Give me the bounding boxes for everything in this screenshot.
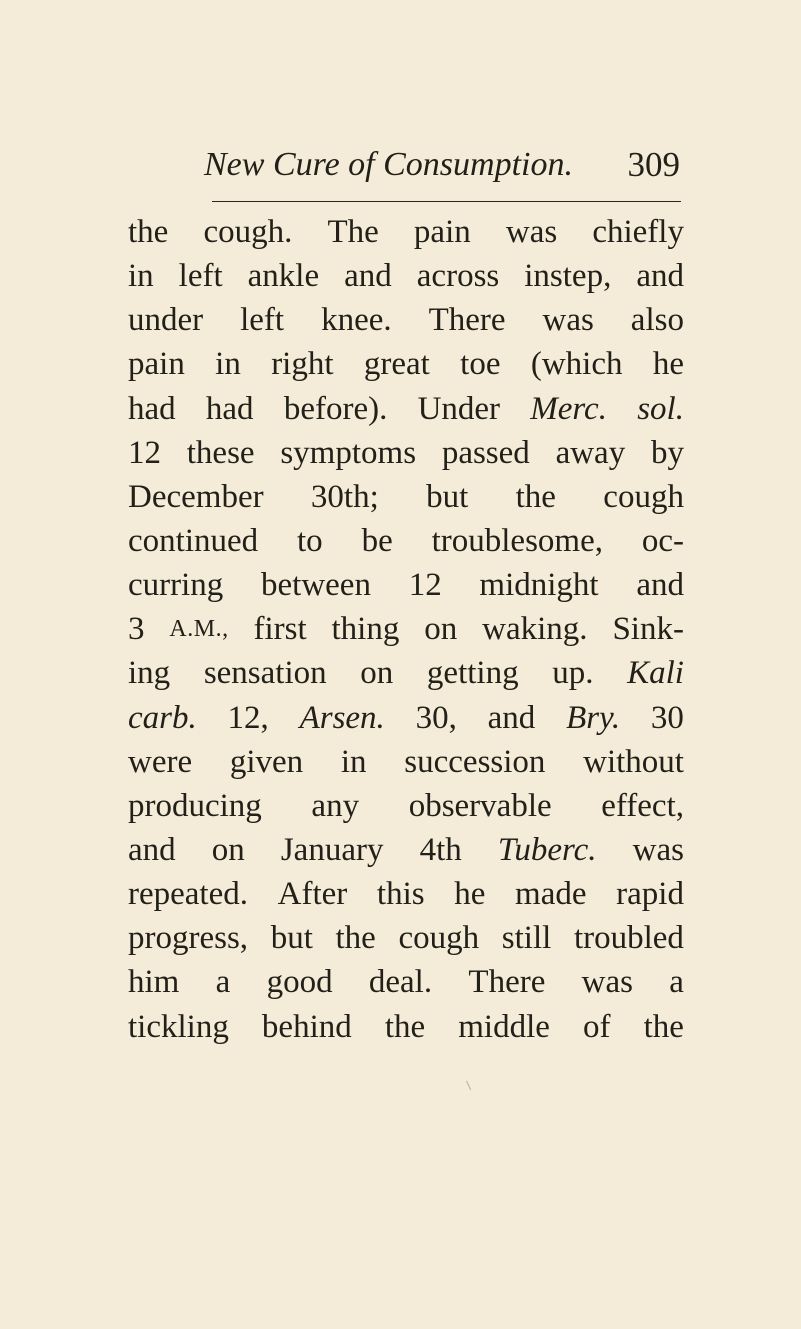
remedy-name: carb. xyxy=(128,699,197,736)
word: and xyxy=(487,699,536,736)
text-line-13 xyxy=(128,740,684,784)
word: but xyxy=(426,478,469,515)
word: troublesome, xyxy=(431,522,603,559)
word: up. xyxy=(552,655,594,692)
text-line-17 xyxy=(128,916,684,960)
word: in xyxy=(340,743,367,780)
word: also xyxy=(630,302,684,339)
word: this xyxy=(376,876,425,913)
word: deal. xyxy=(368,964,433,1001)
word: these xyxy=(186,434,255,471)
word: he xyxy=(454,876,486,913)
word: be xyxy=(361,522,393,559)
word: on xyxy=(211,831,245,868)
word: curring xyxy=(128,567,224,604)
word: chiefly xyxy=(592,214,684,250)
word: toe xyxy=(460,346,501,383)
page-number: 309 xyxy=(627,145,680,184)
word: a xyxy=(669,964,684,1001)
word: There xyxy=(468,964,546,1001)
text-line-8 xyxy=(128,519,684,563)
word: the xyxy=(643,1008,684,1045)
word: knee. xyxy=(321,302,392,339)
word: rapid xyxy=(616,876,684,913)
text-line-4 xyxy=(128,342,684,386)
word: on xyxy=(424,611,458,648)
text-line-14 xyxy=(128,784,684,828)
word: waking. xyxy=(482,611,588,648)
word: given xyxy=(229,743,304,780)
page-blemish xyxy=(466,1080,473,1090)
text-line-5 xyxy=(128,387,684,431)
word: him xyxy=(128,964,180,1001)
word: good xyxy=(266,964,333,1001)
word: There xyxy=(428,302,506,339)
word: the xyxy=(515,478,556,515)
word: the xyxy=(335,920,376,957)
word: was xyxy=(632,831,684,868)
word: and xyxy=(636,567,684,604)
word: 30, xyxy=(415,699,457,736)
word: effect, xyxy=(601,787,684,824)
word: Sink- xyxy=(612,611,684,648)
word: 30th; xyxy=(310,478,379,515)
word: sensation xyxy=(203,655,327,692)
remedy-name: Arsen. xyxy=(299,699,385,736)
word: cough xyxy=(603,478,684,515)
word: 3 xyxy=(128,611,145,648)
header-rule xyxy=(212,201,681,202)
word: passed xyxy=(441,434,530,471)
time-abbreviation: A.M., xyxy=(169,616,229,643)
word: was xyxy=(542,302,594,339)
word: symptoms xyxy=(280,434,417,471)
word: and xyxy=(128,831,176,868)
word: 30 xyxy=(650,699,684,736)
word: under xyxy=(128,302,204,339)
word: the xyxy=(384,1008,426,1045)
word: repeated. xyxy=(128,876,248,913)
word: pain xyxy=(413,214,471,250)
word: thing xyxy=(331,611,400,648)
word: by xyxy=(650,434,684,471)
remedy-name: Kali xyxy=(627,655,684,692)
word: 12, xyxy=(227,699,269,736)
word: oc- xyxy=(641,522,684,559)
word: pain xyxy=(128,346,185,383)
word: without xyxy=(583,743,684,780)
text-line-15 xyxy=(128,828,684,872)
word: away xyxy=(555,434,626,471)
text-line-11 xyxy=(128,651,684,695)
word: progress, xyxy=(128,920,249,957)
word: tickling xyxy=(128,1008,229,1045)
word: producing xyxy=(128,787,262,824)
word: first xyxy=(253,611,307,648)
word: instep, xyxy=(524,258,612,295)
text-line-7 xyxy=(128,475,684,519)
word: of xyxy=(583,1008,611,1045)
text-line-3 xyxy=(128,298,684,342)
body-text xyxy=(128,210,684,1049)
word: 12 xyxy=(128,434,161,471)
word: left xyxy=(178,258,223,295)
word: but xyxy=(270,920,313,957)
word: on xyxy=(360,655,394,692)
word: had xyxy=(128,390,176,427)
word: right xyxy=(271,346,334,383)
word: observable xyxy=(408,787,552,824)
word: cough. xyxy=(203,214,293,250)
text-line-10 xyxy=(128,607,684,651)
word: still xyxy=(501,920,552,957)
word: getting xyxy=(426,655,519,692)
word: he xyxy=(652,346,684,383)
text-line-19 xyxy=(128,1005,684,1049)
word: January xyxy=(280,831,384,868)
word: before). xyxy=(283,390,388,427)
word: was xyxy=(581,964,633,1001)
word: in xyxy=(215,346,241,383)
word: middle xyxy=(458,1008,550,1045)
word: ankle xyxy=(247,258,320,295)
word: cough xyxy=(398,920,480,957)
word: succession xyxy=(404,743,546,780)
remedy-name: sol. xyxy=(637,390,684,427)
text-line-6 xyxy=(128,431,684,475)
text-line-1 xyxy=(128,210,684,254)
running-head xyxy=(204,142,680,188)
word: had xyxy=(205,390,254,427)
word: was xyxy=(505,214,558,250)
word: and xyxy=(636,258,684,295)
text-line-16 xyxy=(128,872,684,916)
word: 12 xyxy=(408,567,442,604)
word: The xyxy=(327,214,379,250)
word: left xyxy=(240,302,285,339)
word: ing xyxy=(128,655,171,692)
text-line-2 xyxy=(128,254,684,298)
word: After xyxy=(277,876,348,913)
word: in xyxy=(128,258,154,295)
running-title: New Cure of Consumption. xyxy=(204,146,573,183)
word: continued xyxy=(128,522,259,559)
remedy-name: Merc. xyxy=(530,390,607,427)
word: 4th xyxy=(419,831,462,868)
word: made xyxy=(515,876,587,913)
word: Under xyxy=(417,390,501,427)
remedy-name: Tuberc. xyxy=(497,831,597,868)
remedy-name: Bry. xyxy=(566,699,621,736)
word: any xyxy=(311,787,360,824)
word: great xyxy=(363,346,430,383)
word: December xyxy=(128,478,264,515)
word: behind xyxy=(261,1008,352,1045)
word: to xyxy=(297,522,323,559)
word: (which xyxy=(530,346,623,383)
word: and xyxy=(344,258,392,295)
text-line-18 xyxy=(128,960,684,1004)
word: between xyxy=(261,567,371,604)
word: the xyxy=(128,214,169,250)
text-line-12 xyxy=(128,696,684,740)
word: were xyxy=(128,743,193,780)
text-line-9 xyxy=(128,563,684,607)
word: across xyxy=(416,258,500,295)
word: midnight xyxy=(479,567,599,604)
word: troubled xyxy=(573,920,684,957)
word: a xyxy=(215,964,231,1001)
